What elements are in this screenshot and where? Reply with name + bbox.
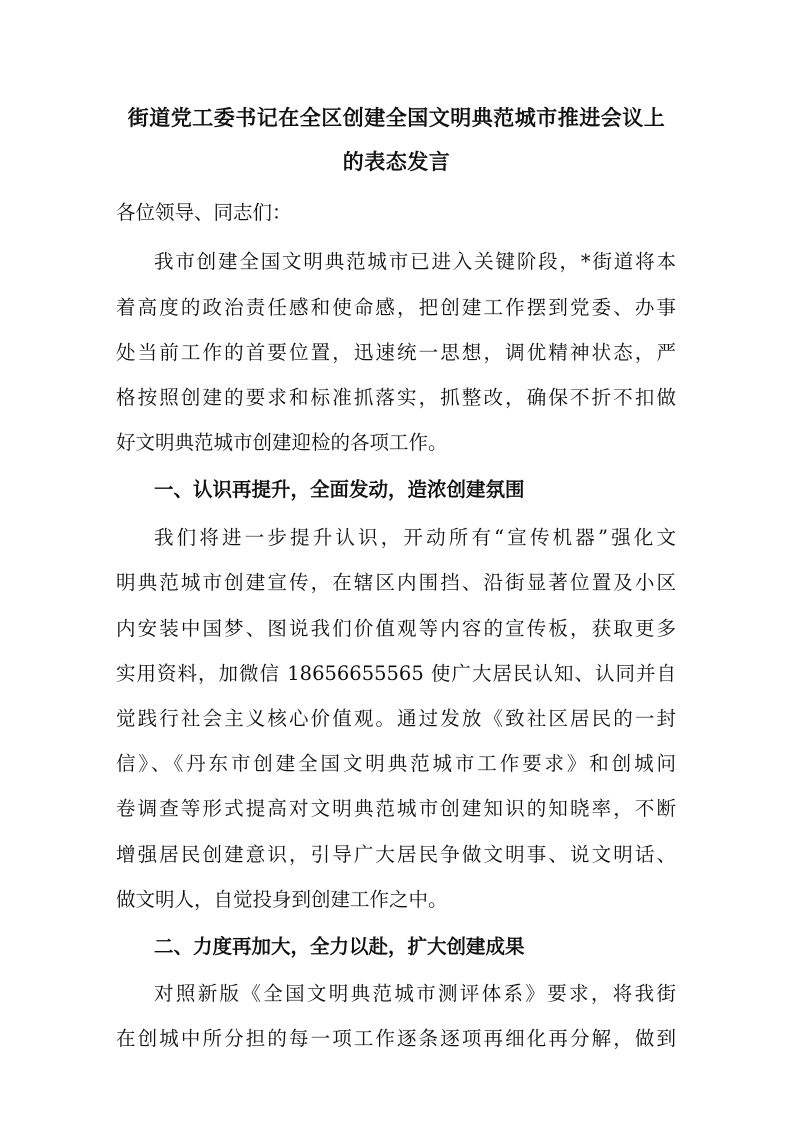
section-2-heading: 二、力度再加大，全力以赴，扩大创建成果 bbox=[154, 935, 525, 958]
intro-line-4: 格按照创建的要求和标准抓落实，抓整改，确保不折不扣做 bbox=[116, 386, 676, 409]
section-2-line-1: 对照新版《全国文明典范城市测评体系》要求，将我街 bbox=[154, 982, 676, 1005]
intro-line-5: 好文明典范城市创建迎检的各项工作。 bbox=[116, 431, 448, 454]
section-1-heading: 一、认识再提升，全面发动，造浓创建氛围 bbox=[154, 478, 525, 501]
document-title-line-2: 的表态发言 bbox=[342, 150, 451, 174]
section-1-line-3: 内安装中国梦、图说我们价值观等内容的宣传板，获取更多 bbox=[116, 617, 676, 640]
intro-line-2: 着高度的政治责任感和使命感，把创建工作摆到党委、办事 bbox=[116, 296, 676, 319]
section-1-line-4: 实用资料，加微信 18656655565 使广大居民认知、认同并自 bbox=[116, 662, 676, 685]
section-1-line-1: 我们将进一步提升认识，开动所有“宣传机器”强化文 bbox=[154, 526, 676, 549]
section-1-line-8: 增强居民创建意识，引导广大居民争做文明事、说文明话、 bbox=[116, 843, 676, 866]
document-title-line-1: 街道党工委书记在全区创建全国文明典范城市推进会议上 bbox=[127, 106, 666, 130]
salutation: 各位领导、同志们： bbox=[116, 201, 292, 224]
section-2-line-2: 在创城中所分担的每一项工作逐条逐项再细化再分解，做到 bbox=[116, 1027, 676, 1050]
section-1-line-2: 明典范城市创建宣传，在辖区内围挡、沿街显著位置及小区 bbox=[116, 571, 676, 594]
section-1-line-7: 卷调查等形式提高对文明典范城市创建知识的知晓率，不断 bbox=[116, 797, 676, 820]
section-1-line-9: 做文明人，自觉投身到创建工作之中。 bbox=[116, 888, 448, 911]
intro-line-1: 我市创建全国文明典范城市已进入关键阶段，*街道将本 bbox=[154, 250, 676, 273]
section-1-line-5: 觉践行社会主义核心价值观。通过发放《致社区居民的一封 bbox=[116, 707, 676, 730]
section-1-line-6: 信》、《丹东市创建全国文明典范城市工作要求》和创城问 bbox=[116, 752, 676, 775]
intro-line-3: 处当前工作的首要位置，迅速统一思想，调优精神状态，严 bbox=[116, 341, 676, 364]
